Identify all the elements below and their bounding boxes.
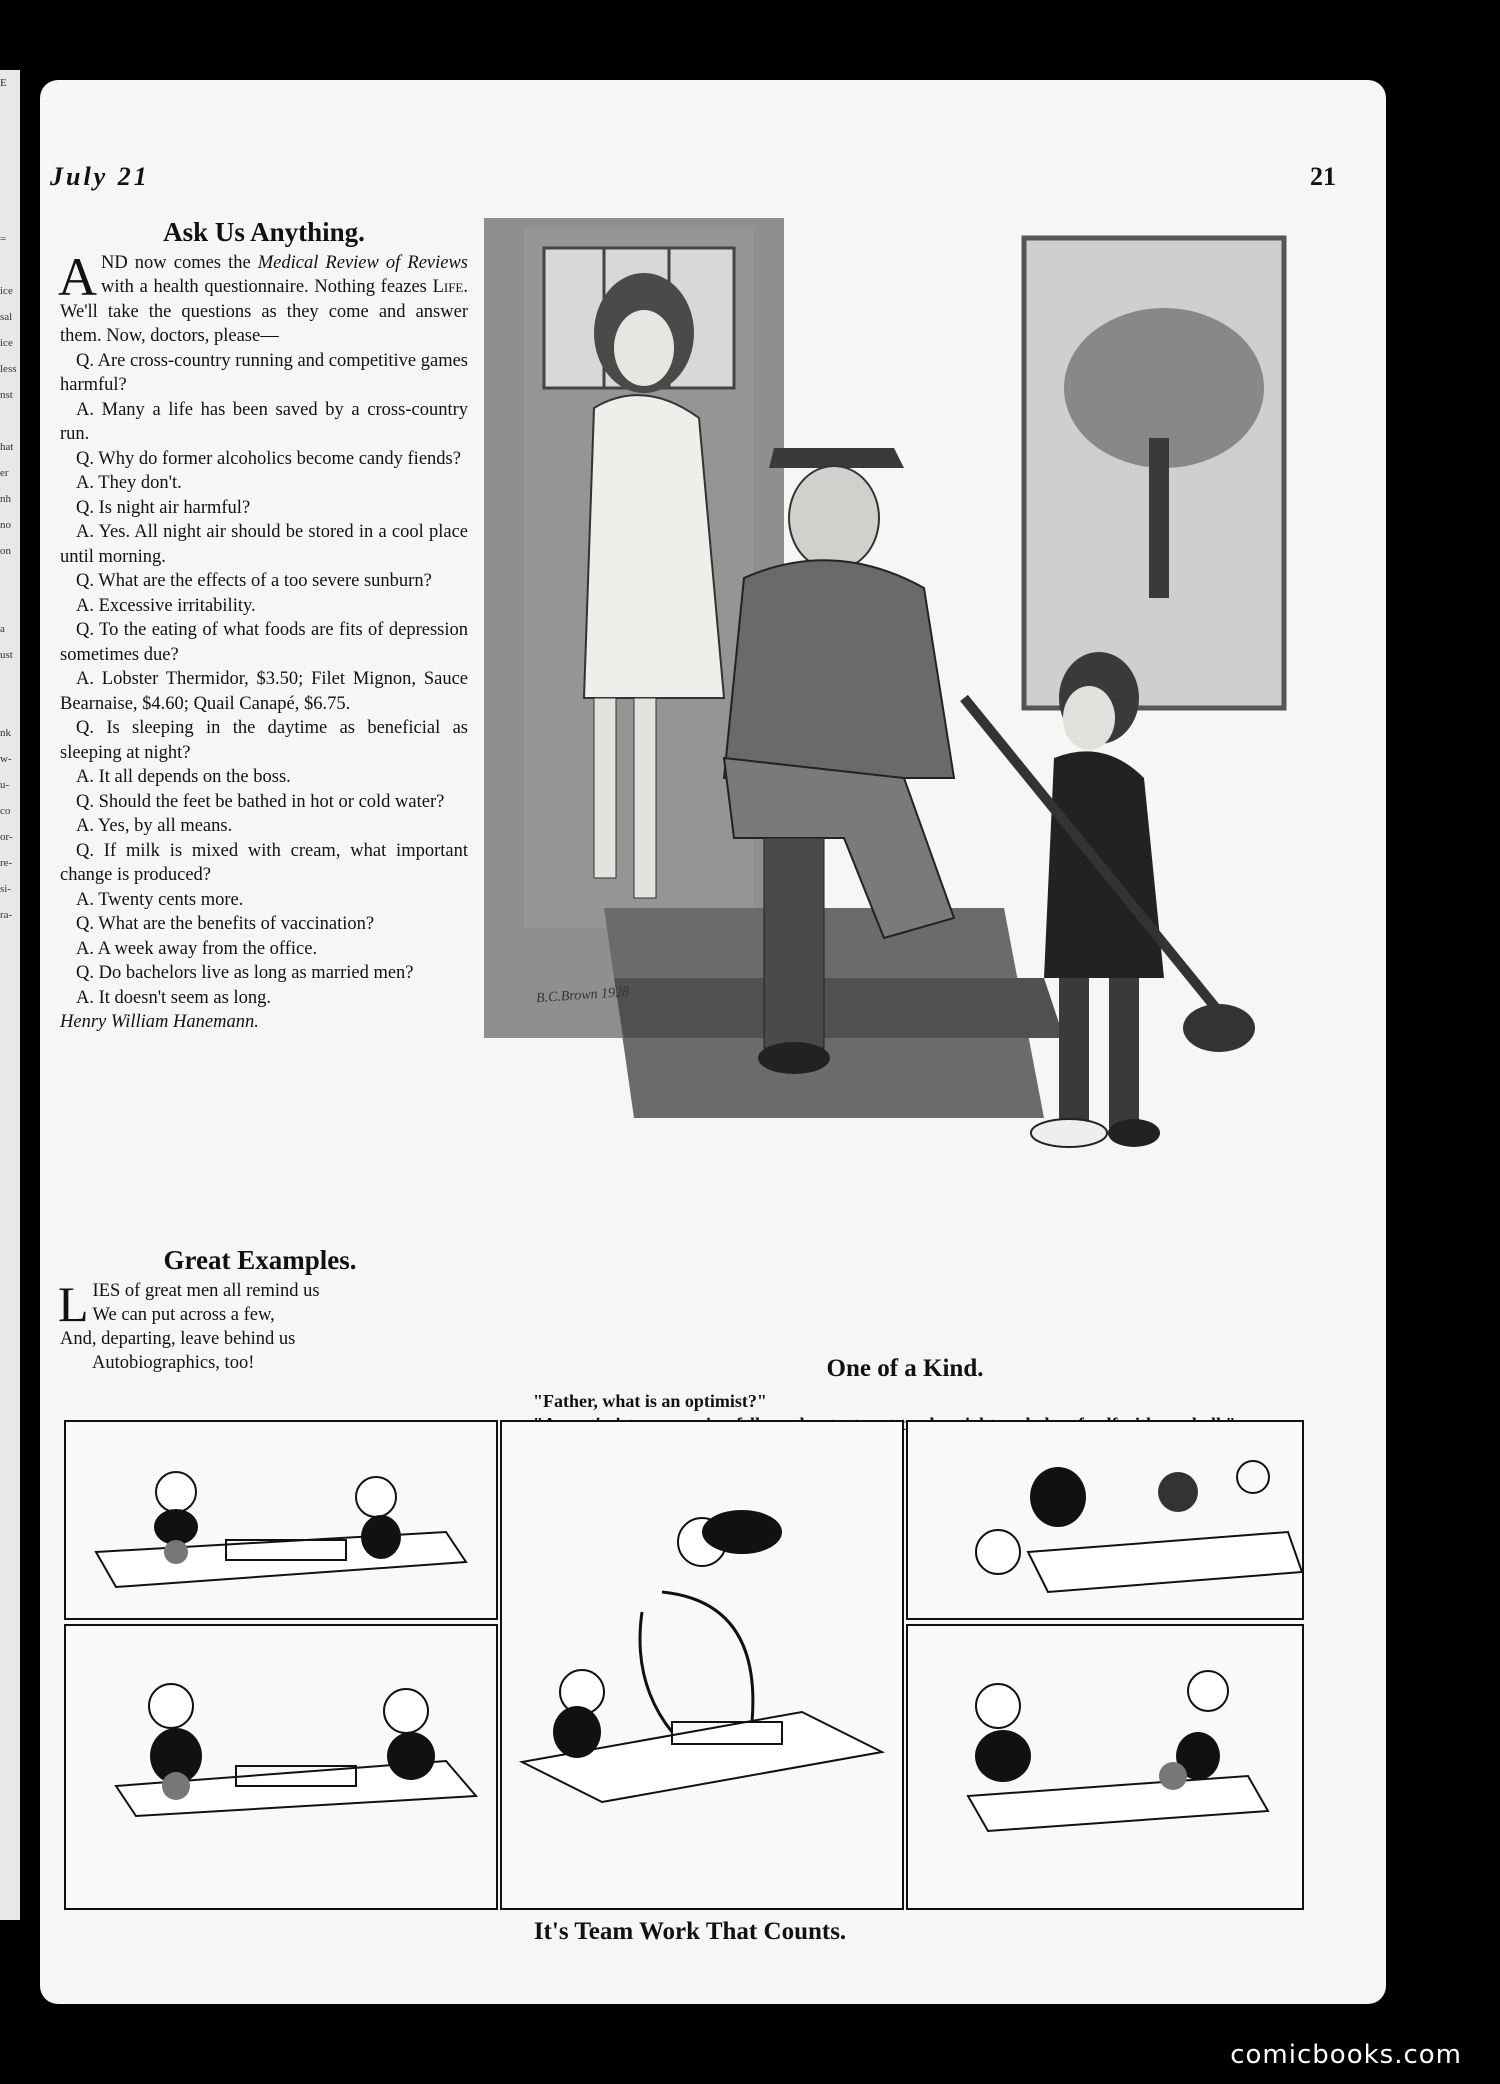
illustration-drawing	[484, 218, 1312, 1278]
caption-question: "Father, what is an optimist?"	[533, 1391, 767, 1411]
magazine-page	[40, 80, 1386, 2004]
comic-panel	[500, 1420, 904, 1910]
qa-line: A. Yes, by all means.	[76, 816, 233, 836]
qa-line: A. Many a life has been saved by a cross-country run.	[60, 399, 468, 444]
qa-line: A. Twenty cents more.	[76, 889, 244, 910]
issue-date: July 21	[50, 162, 150, 191]
drop-cap: L	[58, 1275, 89, 1332]
article-author: Henry William Hanemann.	[60, 1012, 259, 1032]
poem-title: Great Examples.	[163, 1245, 357, 1275]
poem-line: We can put across a few,	[92, 1304, 275, 1325]
great-examples-poem	[58, 1245, 420, 1375]
qa-line: A. Excessive irritability.	[76, 595, 256, 616]
illustration-caption-title: One of a Kind.	[826, 1355, 984, 1382]
poem-line: And, departing, leave behind us	[60, 1328, 296, 1349]
poem-line: IES of great men all remind us	[92, 1280, 320, 1301]
qa-line: Q. Should the feet be bathed in hot or cold water?	[76, 791, 445, 812]
article-title: Ask Us Anything.	[163, 217, 365, 247]
comic-panel	[906, 1624, 1304, 1910]
artist-signature: B.C.Brown 1928	[535, 984, 630, 1007]
poem-verse	[58, 1275, 420, 1375]
comic-panel-drawing	[908, 1626, 1302, 1908]
drop-cap: A	[58, 246, 97, 307]
ask-us-anything-article	[58, 217, 468, 1035]
qa-line: A. Yes. All night air should be stored in a cool place until morning.	[60, 522, 468, 567]
page-number: 21	[1310, 162, 1336, 191]
article-intro: AND now comes the Medical Review of Reviews with a health questionnaire. Nothing feazes Life. We'll take the questions as they come and answer them. Now, doctors, please—	[58, 246, 468, 346]
qa-line: Q. Do bachelors live as long as married men?	[76, 963, 414, 983]
adjacent-page-text: E = ice sal ice less nst hat er nh no on a ust nk w- u- co or- re- si- ra-	[0, 77, 17, 921]
site-watermark: comicbooks.com	[1230, 2040, 1462, 2070]
qa-line: A. It all depends on the boss.	[76, 767, 291, 787]
qa-line: Q. If milk is mixed with cream, what important change is produced?	[60, 840, 468, 885]
qa-line: A. It doesn't seem as long.	[76, 987, 271, 1008]
mouse-trap-comic-strip	[64, 1420, 1300, 1906]
publication-name: Medical Review of Reviews	[257, 252, 468, 273]
qa-line: Q. To the eating of what foods are fits of depression sometimes due?	[60, 620, 468, 665]
comic-panel-drawing	[908, 1422, 1302, 1618]
comic-panel	[906, 1420, 1304, 1620]
magazine-name: Life	[432, 277, 464, 297]
qa-line: A. They don't.	[76, 473, 182, 493]
qa-line: Q. Why do former alcoholics become candy fiends?	[76, 448, 461, 469]
poem-line: Autobiographics, too!	[92, 1352, 255, 1373]
qa-line: Q. What are the effects of a too severe sunburn?	[76, 571, 432, 591]
qa-line: Q. Are cross-country running and competitive games harmful?	[60, 350, 468, 395]
comic-panel-drawing	[66, 1626, 496, 1908]
qa-line: A. Lobster Thermidor, $3.50; Filet Mignon, Sauce Bearnaise, $4.60; Quail Canapé, $6.75.	[60, 669, 468, 714]
qa-line: A. A week away from the office.	[76, 938, 318, 959]
adjacent-page-edge	[0, 70, 20, 1920]
qa-line: Q. What are the benefits of vaccination?	[76, 914, 375, 934]
comic-strip-title: It's Team Work That Counts.	[533, 1918, 847, 1945]
comic-panel-drawing	[66, 1422, 496, 1618]
qa-line: Q. Is sleeping in the daytime as beneficial as sleeping at night?	[60, 718, 468, 763]
father-children-illustration	[484, 218, 1312, 1278]
qa-line: Q. Is night air harmful?	[76, 497, 251, 518]
comic-panel-drawing	[502, 1422, 902, 1908]
comic-panel	[64, 1624, 498, 1910]
comic-panel	[64, 1420, 498, 1620]
